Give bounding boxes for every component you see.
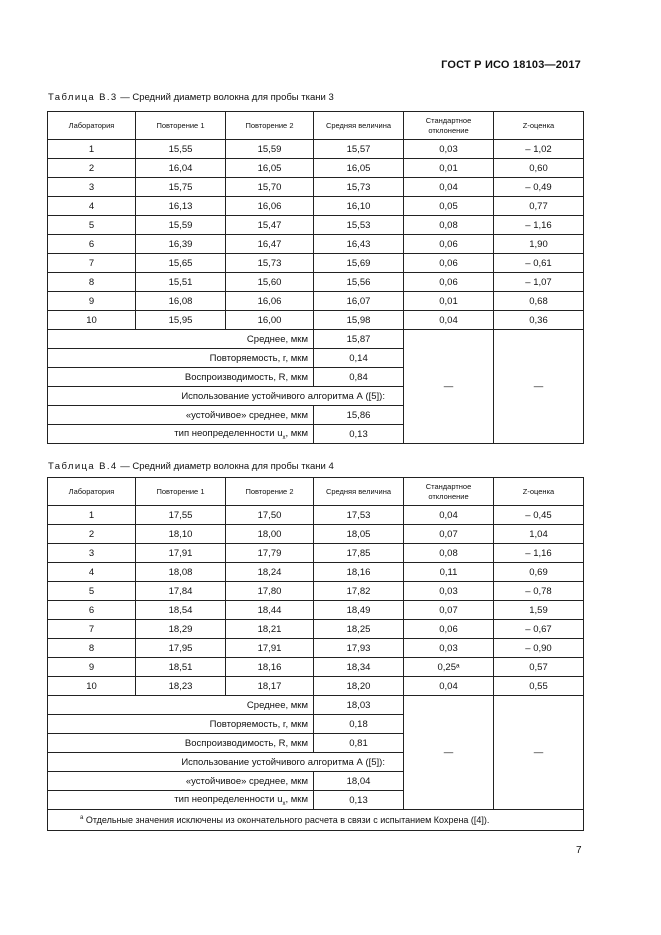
cell-rep2: 18,24 [226,563,314,582]
cell-lab: 5 [48,582,136,601]
cell-lab: 8 [48,273,136,292]
summary-value: 0,84 [314,368,404,387]
cell-rep1: 15,65 [136,254,226,273]
col-header-lab: Лаборатория [48,112,136,140]
cell-rep1: 18,23 [136,677,226,696]
summary-label: Воспроизводимость, R, мкм [48,368,314,387]
cell-mean: 17,93 [314,639,404,658]
summary-value: 0,18 [314,715,404,734]
cell-rep1: 17,84 [136,582,226,601]
summary-dash: — [404,696,494,810]
col-header-rep2: Повторение 2 [226,478,314,506]
cell-rep2: 15,60 [226,273,314,292]
cell-zscore: – 0,49 [494,178,584,197]
cell-rep1: 15,59 [136,216,226,235]
summary-row-mean [48,330,584,349]
cell-lab: 6 [48,235,136,254]
table-caption-text: — Средний диаметр волокна для пробы ткани 3 [117,92,334,103]
cell-lab: 3 [48,544,136,563]
cell-rep2: 17,80 [226,582,314,601]
cell-zscore: 0,36 [494,311,584,330]
summary-label: Использование устойчивого алгоритма А ([5]): [48,387,404,406]
cell-zscore: 1,04 [494,525,584,544]
table-caption-label: Таблица В.3 [48,92,118,103]
summary-label: Среднее, мкм [48,696,314,715]
cell-lab: 5 [48,216,136,235]
cell-zscore: – 0,61 [494,254,584,273]
table-caption-b4 [48,461,334,472]
cell-zscore: – 0,78 [494,582,584,601]
table-row [48,620,584,639]
cell-rep2: 15,70 [226,178,314,197]
cell-mean: 18,25 [314,620,404,639]
table-row [48,639,584,658]
col-header-mean: Средняя величина [314,112,404,140]
cell-mean: 17,82 [314,582,404,601]
cell-mean: 18,05 [314,525,404,544]
cell-rep2: 18,17 [226,677,314,696]
cell-zscore: – 1,16 [494,216,584,235]
cell-stdev: 0,07 [404,601,494,620]
cell-mean: 17,53 [314,506,404,525]
cell-zscore: 1,90 [494,235,584,254]
cell-stdev: 0,06 [404,620,494,639]
cell-lab: 9 [48,658,136,677]
table-b4 [47,477,584,831]
cell-mean: 16,43 [314,235,404,254]
cell-mean: 18,20 [314,677,404,696]
col-header-rep1: Повторение 1 [136,478,226,506]
col-header-zscore: Z-оценка [494,112,584,140]
footnote-row [48,810,584,831]
summary-label: Воспроизводимость, R, мкм [48,734,314,753]
table-row [48,235,584,254]
cell-mean: 15,73 [314,178,404,197]
cell-mean: 16,10 [314,197,404,216]
cell-rep1: 16,13 [136,197,226,216]
cell-mean: 16,05 [314,159,404,178]
table-row [48,197,584,216]
cell-rep2: 18,16 [226,658,314,677]
table-row [48,311,584,330]
table-row [48,677,584,696]
cell-stdev: 0,04 [404,506,494,525]
cell-lab: 10 [48,677,136,696]
cell-stdev: 0,04 [404,178,494,197]
table-row [48,254,584,273]
table-row [48,582,584,601]
cell-lab: 7 [48,620,136,639]
col-header-stdev: Стандартное отклонение [404,478,494,506]
table-row [48,658,584,677]
cell-rep2: 16,05 [226,159,314,178]
cell-zscore: 0,57 [494,658,584,677]
table-caption-label: Таблица В.4 [48,461,118,472]
cell-mean: 17,85 [314,544,404,563]
cell-stdev: 0,05 [404,197,494,216]
cell-stdev: 0,01 [404,292,494,311]
cell-lab: 3 [48,178,136,197]
cell-stdev: 0,11 [404,563,494,582]
col-header-zscore: Z-оценка [494,478,584,506]
cell-lab: 2 [48,525,136,544]
cell-rep1: 18,08 [136,563,226,582]
summary-value: 0,14 [314,349,404,368]
table-caption-text: — Средний диаметр волокна для пробы ткани 4 [117,461,334,472]
cell-stdev: 0,03 [404,639,494,658]
cell-stdev: 0,08 [404,216,494,235]
cell-stdev: 0,08 [404,544,494,563]
cell-zscore: – 0,45 [494,506,584,525]
cell-rep1: 16,04 [136,159,226,178]
cell-rep2: 18,00 [226,525,314,544]
cell-stdev: 0,06 [404,235,494,254]
cell-rep2: 16,06 [226,197,314,216]
cell-rep1: 17,55 [136,506,226,525]
table-summary [48,696,584,831]
cell-rep1: 17,91 [136,544,226,563]
col-header-rep1: Повторение 1 [136,112,226,140]
cell-rep2: 16,47 [226,235,314,254]
cell-rep2: 17,91 [226,639,314,658]
cell-rep1: 15,55 [136,140,226,159]
cell-zscore: 0,55 [494,677,584,696]
summary-value: 15,87 [314,330,404,349]
table-row [48,525,584,544]
col-header-stdev: Стандартное отклонение [404,112,494,140]
summary-value: 0,13 [314,791,404,810]
col-header-lab: Лаборатория [48,478,136,506]
summary-label: «устойчивое» среднее, мкм [48,772,314,791]
table-b3 [47,111,584,444]
cell-lab: 10 [48,311,136,330]
cell-stdev: 0,06 [404,254,494,273]
cell-mean: 15,57 [314,140,404,159]
col-header-rep2: Повторение 2 [226,112,314,140]
cell-rep1: 18,51 [136,658,226,677]
page-number: 7 [576,845,582,856]
table-row [48,273,584,292]
summary-dash: — [404,330,494,444]
cell-mean: 15,69 [314,254,404,273]
cell-rep1: 16,08 [136,292,226,311]
table-row [48,292,584,311]
cell-zscore: 0,68 [494,292,584,311]
cell-rep1: 15,51 [136,273,226,292]
table-body [48,140,584,330]
cell-lab: 2 [48,159,136,178]
cell-mean: 18,16 [314,563,404,582]
cell-lab: 1 [48,140,136,159]
cell-stdev: 0,04 [404,677,494,696]
cell-rep2: 17,79 [226,544,314,563]
cell-rep1: 16,39 [136,235,226,254]
cell-rep2: 18,44 [226,601,314,620]
cell-lab: 4 [48,197,136,216]
summary-label: тип неопределенности $u_x$, мкм [48,791,314,810]
cell-rep2: 16,00 [226,311,314,330]
cell-zscore: – 0,67 [494,620,584,639]
cell-lab: 1 [48,506,136,525]
cell-stdev: 0,07 [404,525,494,544]
cell-stdev: 0,03 [404,140,494,159]
table-row [48,216,584,235]
summary-value: 0,13 [314,425,404,444]
cell-lab: 7 [48,254,136,273]
summary-dash: — [494,696,584,810]
cell-zscore: – 1,02 [494,140,584,159]
cell-lab: 6 [48,601,136,620]
cell-rep2: 15,73 [226,254,314,273]
summary-row-mean [48,696,584,715]
cell-rep2: 15,59 [226,140,314,159]
cell-rep1: 17,95 [136,639,226,658]
table-row [48,140,584,159]
table-row [48,563,584,582]
cell-mean: 16,07 [314,292,404,311]
summary-value: 0,81 [314,734,404,753]
table-summary [48,330,584,444]
cell-rep1: 15,75 [136,178,226,197]
cell-zscore: – 1,07 [494,273,584,292]
table-row [48,544,584,563]
cell-rep2: 18,21 [226,620,314,639]
table-header-row [48,478,584,506]
summary-label: «устойчивое» среднее, мкм [48,406,314,425]
table-row [48,506,584,525]
cell-mean: 18,34 [314,658,404,677]
cell-zscore: – 1,16 [494,544,584,563]
summary-label: Повторяемость, r, мкм [48,349,314,368]
summary-label: Среднее, мкм [48,330,314,349]
table-row [48,601,584,620]
cell-mean: 15,98 [314,311,404,330]
cell-rep1: 18,54 [136,601,226,620]
cell-rep2: 17,50 [226,506,314,525]
cell-rep2: 15,47 [226,216,314,235]
cell-rep1: 18,29 [136,620,226,639]
summary-label: Повторяемость, r, мкм [48,715,314,734]
cell-stdev: 0,03 [404,582,494,601]
cell-stdev: 0,25ᵃ [404,658,494,677]
cell-stdev: 0,04 [404,311,494,330]
cell-zscore: 0,60 [494,159,584,178]
summary-value: 18,03 [314,696,404,715]
cell-stdev: 0,06 [404,273,494,292]
table-header-row [48,112,584,140]
cell-lab: 8 [48,639,136,658]
cell-mean: 15,53 [314,216,404,235]
footnote [48,810,584,831]
cell-zscore: 0,69 [494,563,584,582]
cell-rep2: 16,06 [226,292,314,311]
cell-zscore: 1,59 [494,601,584,620]
table-caption-b3 [48,92,334,103]
cell-zscore: – 0,90 [494,639,584,658]
footnote-mark: a [80,815,84,821]
summary-value: 15,86 [314,406,404,425]
cell-zscore: 0,77 [494,197,584,216]
summary-value: 18,04 [314,772,404,791]
cell-stdev: 0,01 [404,159,494,178]
table-row [48,178,584,197]
cell-mean: 18,49 [314,601,404,620]
summary-label: тип неопределенности $u_x$, мкм [48,425,314,444]
summary-dash: — [494,330,584,444]
document-code: ГОСТ Р ИСО 18103—2017 [441,59,581,71]
cell-rep1: 15,95 [136,311,226,330]
table-row [48,159,584,178]
cell-lab: 9 [48,292,136,311]
cell-lab: 4 [48,563,136,582]
footnote-text: Отдельные значения исключены из окончательного расчета в связи с испытанием Кохрена ([4]). [83,815,490,825]
cell-mean: 15,56 [314,273,404,292]
cell-rep1: 18,10 [136,525,226,544]
table-body [48,506,584,696]
summary-label: Использование устойчивого алгоритма А ([5]): [48,753,404,772]
col-header-mean: Средняя величина [314,478,404,506]
